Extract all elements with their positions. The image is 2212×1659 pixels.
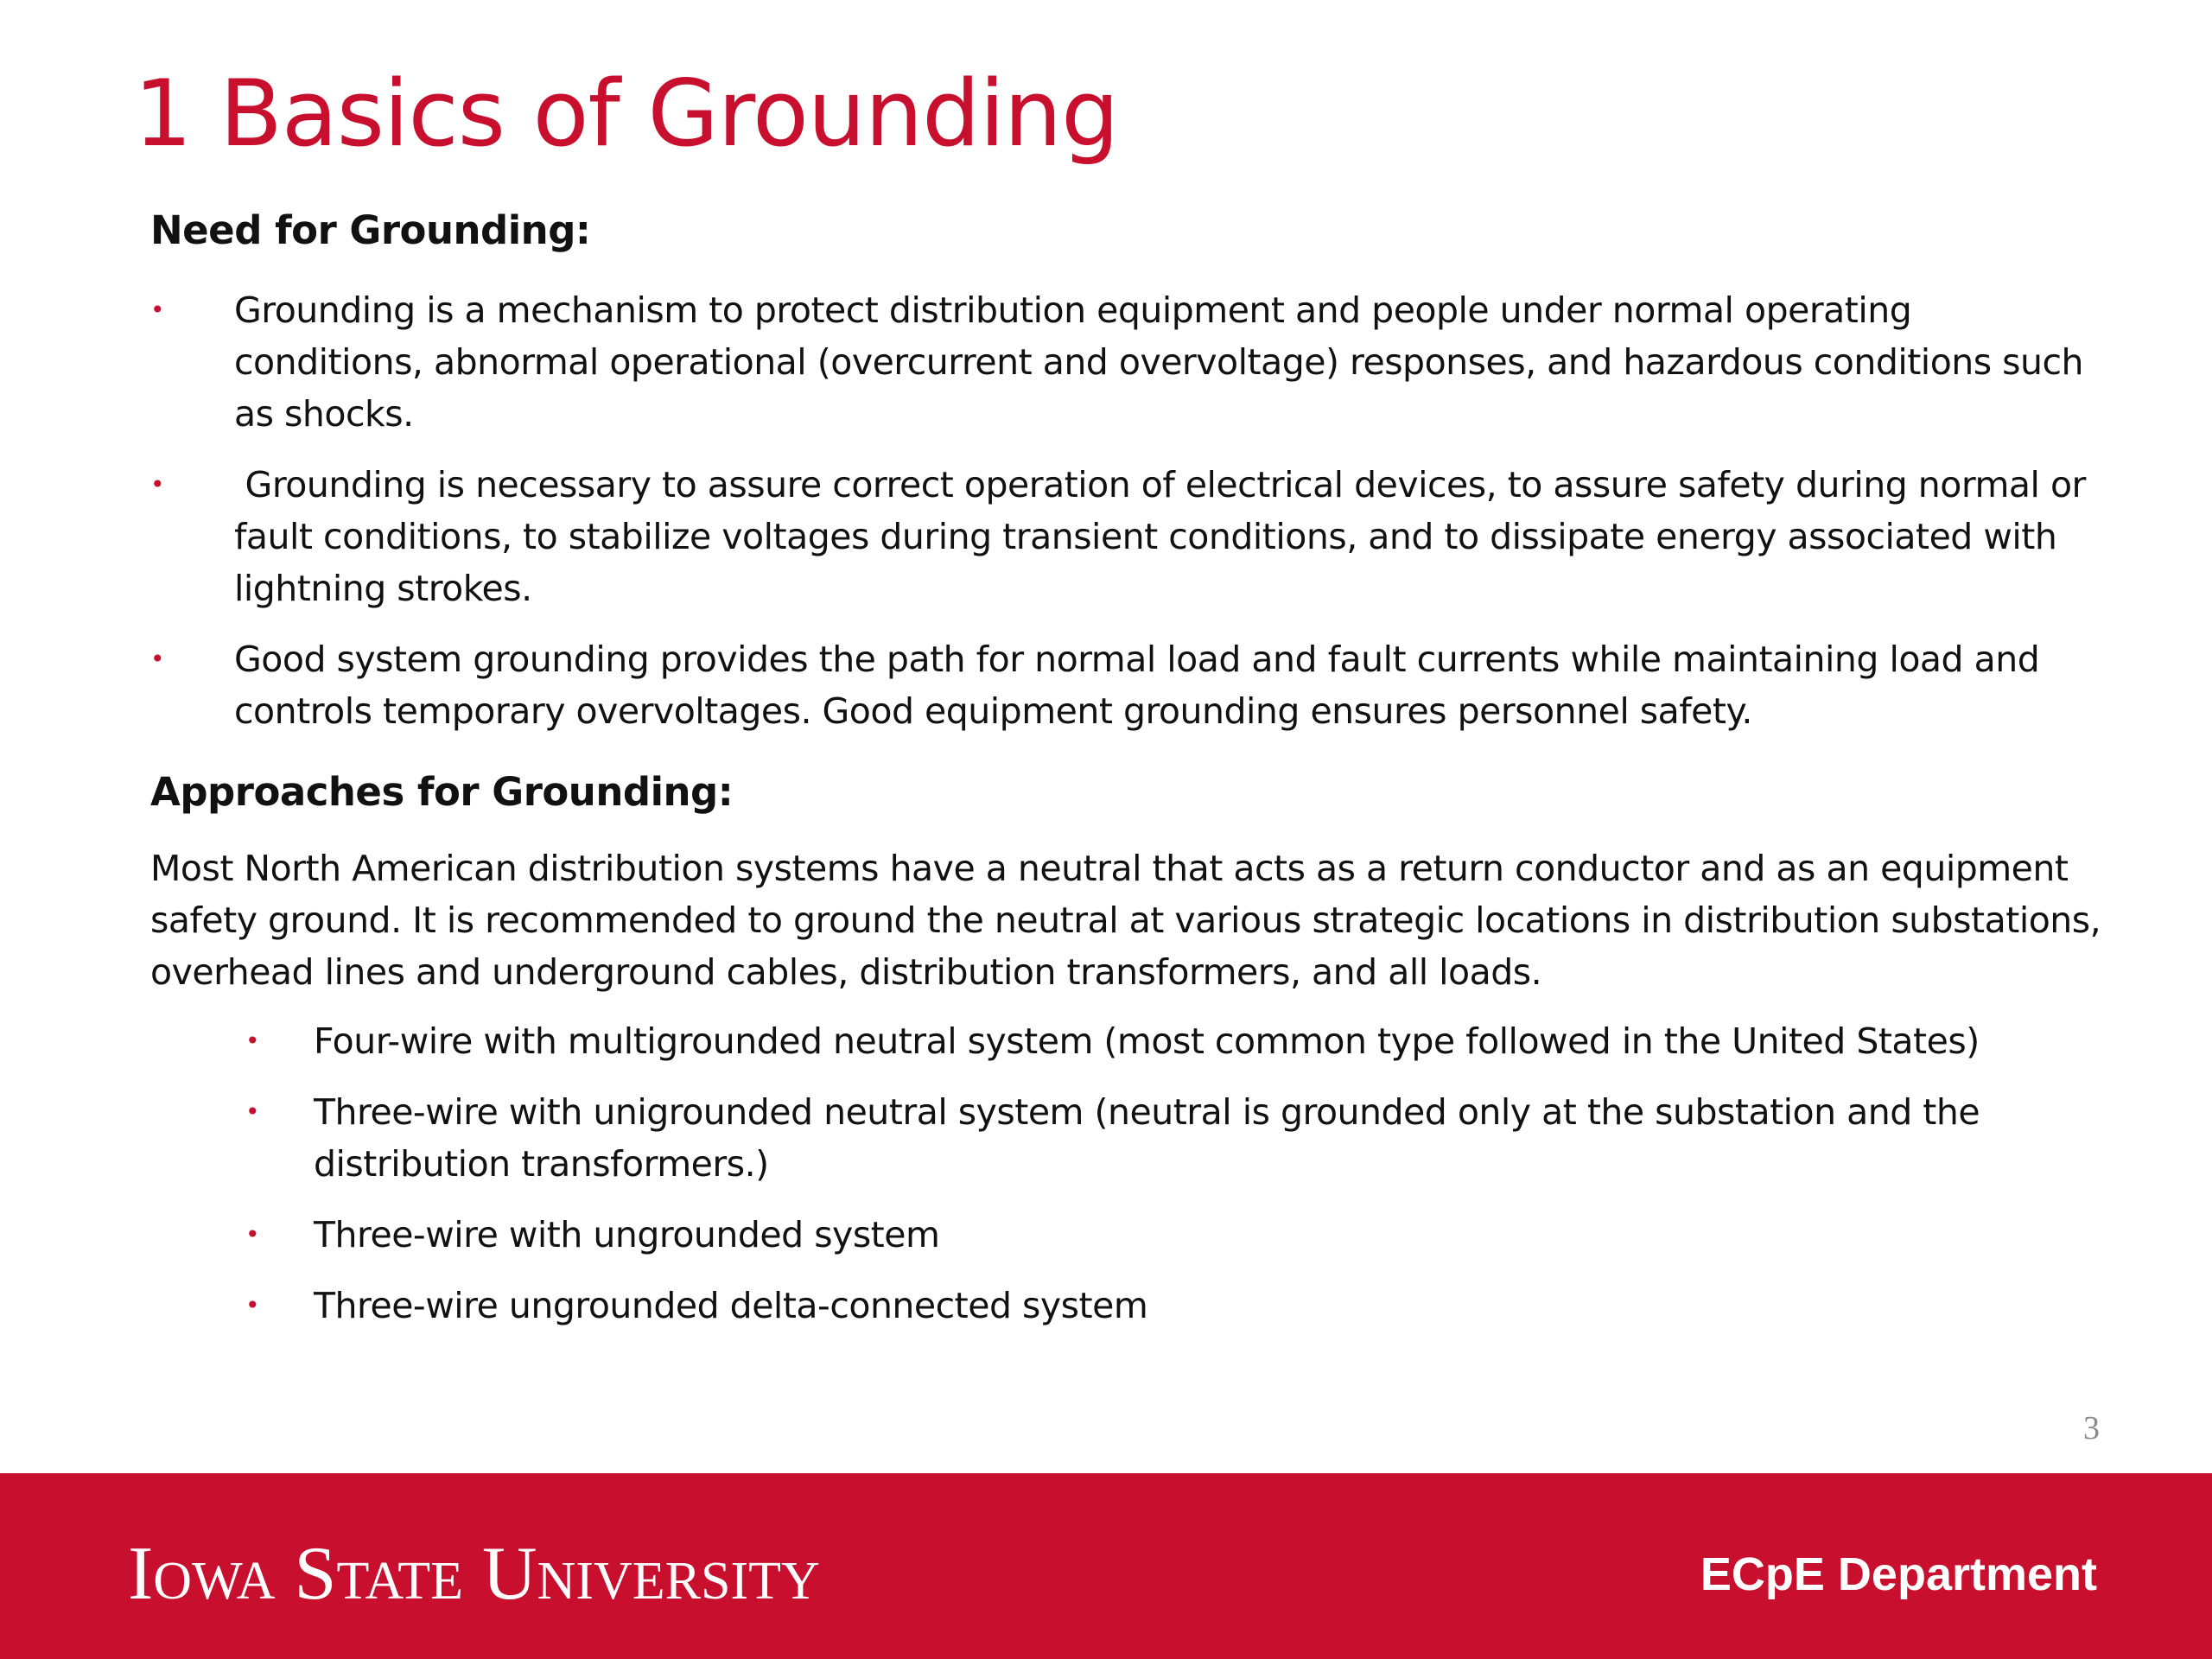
section-heading-need: Need for Grounding: [150,207,591,253]
bullet-text: Grounding is necessary to assure correct operation of electrical devices, to assure safety during normal or fault conditions, to stabilize voltages during transient conditions, and to dissipate energy associated with lightning strokes. [234,464,2097,609]
bullet-icon: • [245,1220,260,1249]
list-item [245,1280,2103,1332]
slide-title: 1 Basics of Grounding [134,60,1119,167]
bullet-icon: • [150,645,165,673]
bullet-text: Three-wire ungrounded delta-connected system [314,1285,1148,1326]
need-bullet-list [150,284,2103,737]
bullet-text: Three-wire with ungrounded system [314,1214,940,1255]
approaches-paragraph: Most North American distribution systems have a neutral that acts as a return conductor and as an equipment safety ground. It is recommended to ground the neutral at various strategic locations in distribution substations, overhead lines and underground cables, distribution transformers, and all loads. [150,848,2101,993]
department-label: ECpE Department [1700,1548,2097,1600]
bullet-text: Four-wire with multigrounded neutral system (most common type followed in the United States) [314,1020,1980,1062]
list-item [150,633,2103,737]
list-item [150,459,2103,614]
page-number: 3 [2083,1410,2100,1446]
list-item [245,1209,2103,1261]
footer-bar [0,1473,2212,1659]
bullet-icon: • [150,296,165,324]
bullet-text: Good system grounding provides the path for normal load and fault currents while maintaining load and controls temporary overvoltages. Good equipment grounding ensures personnel safety. [234,639,2040,732]
bullet-icon: • [245,1291,260,1319]
list-item [245,1015,2103,1067]
university-logo: Iowa State University [128,1532,820,1616]
list-item [150,284,2103,440]
slide-content [150,194,2103,1351]
approaches-bullet-list [150,1015,2103,1332]
section-heading-approaches: Approaches for Grounding: [150,769,734,815]
bullet-icon: • [150,470,165,499]
bullet-text: Grounding is a mechanism to protect distribution equipment and people under normal operating conditions, abnormal operational (overcurrent and overvoltage) responses, and hazardous conditions such as shocks. [234,289,2084,435]
bullet-text: Three-wire with unigrounded neutral system (neutral is grounded only at the substation and the distribution transformers.) [314,1091,1980,1185]
bullet-icon: • [245,1027,260,1055]
bullet-icon: • [245,1097,260,1126]
list-item [245,1086,2103,1190]
